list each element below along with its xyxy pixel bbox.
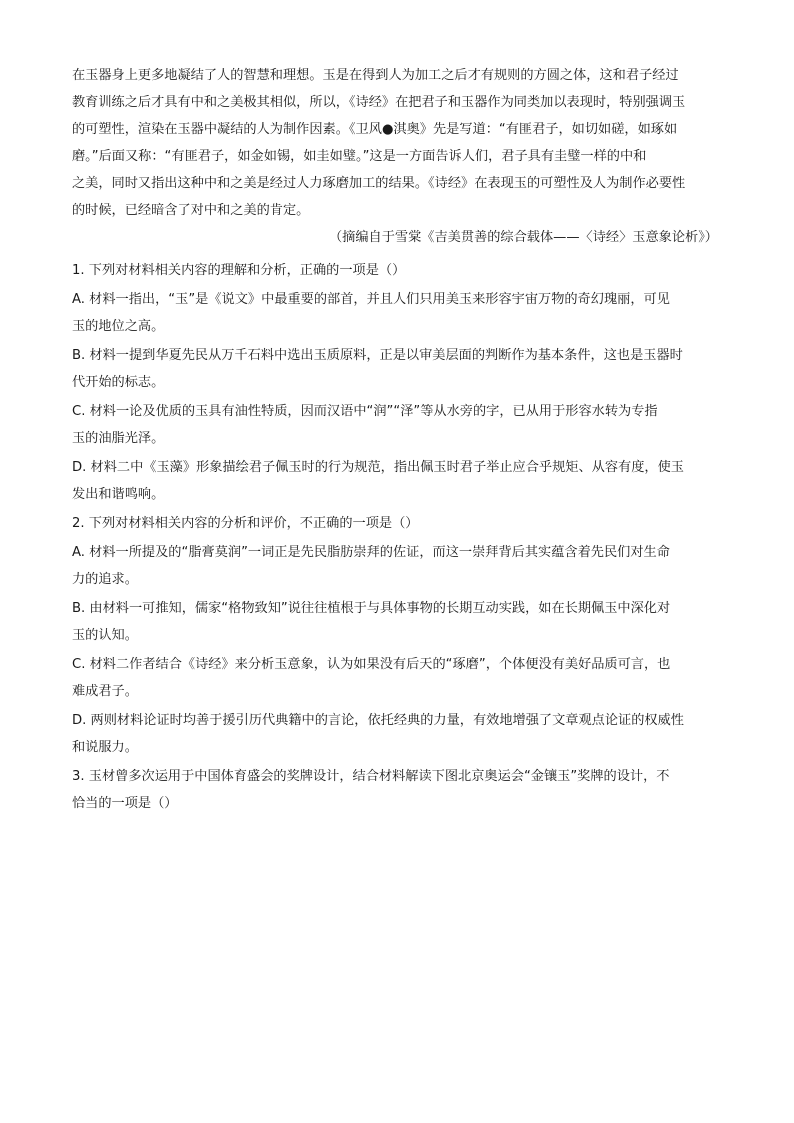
option-line: 玉的地位之高。 (72, 319, 165, 334)
option-line: 发出和谐鸣响。 (72, 487, 165, 502)
passage-line: 在玉器身上更多地凝结了人的智慧和理想。玉是在得到人为加工之后才有规则的方圆之体，这和君子经过 (72, 68, 679, 83)
question-1 (72, 261, 724, 281)
question-stem: 2. 下列对材料相关内容的分析和评价，不正确的一项是（） (72, 516, 419, 531)
question-2 (72, 514, 724, 534)
option-line: 难成君子。 (72, 684, 138, 699)
option-line: A. 材料一所提及的“脂膏莫润”一词正是先民脂肪崇拜的佐证，而这一崇拜背后其实蕴含着先民们对生命 (72, 545, 670, 560)
passage-paragraph (72, 66, 724, 248)
passage-line: 的可塑性，渲染在玉器中凝结的人为制作因素。《卫风●淇奥》先是写道：“有匪君子，如切如磋，如琢如 (72, 122, 678, 137)
passage-line: 的时候，已经暗含了对中和之美的肯定。 (72, 203, 310, 218)
question-2-option-a (72, 543, 724, 590)
passage-line: 之美，同时又指出这种中和之美是经过人力琢磨加工的结果。《诗经》在表现玉的可塑性及人为制作必要性 (72, 176, 686, 191)
option-line: C. 材料一论及优质的玉具有油性特质，因而汉语中“润”“泽”等从水旁的字，已从用于形容水转为专指 (72, 404, 658, 419)
question-2-option-b (72, 599, 724, 646)
option-line: D. 两则材料论证时均善于援引历代典籍中的言论，依托经典的力量，有效地增强了文章观点论证的权威性 (72, 713, 684, 728)
question-stem: 恰当的一项是（） (72, 796, 178, 811)
option-line: A. 材料一指出，“玉”是《说文》中最重要的部首，并且人们只用美玉来形容宇宙万物的奇幻瑰丽，可见 (72, 292, 670, 307)
option-line: D. 材料二中《玉藻》形象描绘君子佩玉时的行为规范，指出佩玉时君子举止应合乎规矩、从容有度，使玉 (72, 460, 684, 475)
option-line: 玉的认知。 (72, 628, 138, 643)
option-line: C. 材料二作者结合《诗经》来分析玉意象，认为如果没有后天的“琢磨”，个体便没有美好品质可言，也 (72, 657, 671, 672)
passage-line: 教育训练之后才具有中和之美极其相似，所以，《诗经》在把君子和玉器作为同类加以表现时，特别强调玉 (72, 95, 686, 110)
document-page (72, 66, 724, 823)
question-2-option-c (72, 655, 724, 702)
option-line: B. 材料一提到华夏先民从万千石料中选出玉质原料，正是以审美层面的判断作为基本条件，这也是玉器时 (72, 348, 683, 363)
option-line: 玉的油脂光泽。 (72, 431, 165, 446)
question-3 (72, 767, 724, 814)
option-line: 力的追求。 (72, 572, 138, 587)
question-stem: 1. 下列对材料相关内容的理解和分析，正确的一项是（） (72, 263, 406, 278)
option-line: 代开始的标志。 (72, 375, 165, 390)
question-1-option-c (72, 402, 724, 449)
question-stem: 3. 玉材曾多次运用于中国体育盛会的奖牌设计，结合材料解读下图北京奥运会“金镶玉”奖牌的设计，不 (72, 769, 670, 784)
question-1-option-a (72, 290, 724, 337)
passage-source: （摘编自于雪棠《吉美贯善的综合载体——〈诗经〉玉意象论析》） (328, 230, 718, 245)
question-2-option-d (72, 711, 724, 758)
option-line: B. 由材料一可推知，儒家“格物致知”说往往植根于与具体事物的长期互动实践，如在长期佩玉中深化对 (72, 601, 671, 616)
passage-line: 磨。”后面又称：“有匪君子，如金如锡，如圭如璧。”这是一方面告诉人们，君子具有圭璧一样的中和 (72, 149, 647, 164)
question-1-option-b (72, 346, 724, 393)
question-1-option-d (72, 458, 724, 505)
option-line: 和说服力。 (72, 740, 138, 755)
